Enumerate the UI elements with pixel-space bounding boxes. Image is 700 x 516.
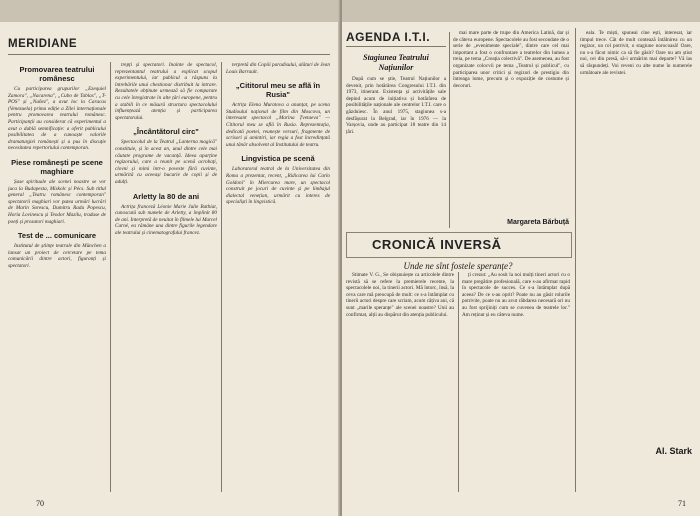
- section-title-meridiane: MERIDIANE: [8, 38, 78, 50]
- column-divider: [221, 62, 222, 492]
- cronica-column-2: [462, 272, 570, 494]
- article-headline: „Cititorul meu se află în Rusia": [235, 81, 321, 100]
- page-number: 70: [36, 499, 44, 508]
- cronica-body: ți crezut: „Au sosit la noi mulți tineri actori cu o mare pregătire profesională, care s-au afirmat rapid în spectacole de succes. Ce s-a întâmplat după aceea? De ce s-au oprit? Poate nu au găsit rolurile potrivite, poate nu au avut răbdarea necesară ori nu au fost sprijiniți cum se cuvenea de teatrele lor." Am reținut și eu câteva nume.: [462, 272, 570, 318]
- article-body: Institutul de științe teatrale din München a lansat un proiect de cercetare pe tema comunicării dintre actori, figuranți și spectatori.: [8, 243, 106, 269]
- agenda-column-2: [453, 30, 569, 216]
- cronica-question: Unde ne sînt fostele speranțe?: [403, 261, 513, 271]
- article-body: Șase spirituale ale scenei noastre se vor juca la Budapesta, Miskolc și Pécs. Sub titlul general „Teatru românesc contemporan" spectatorii maghiari vor putea urmări lucrări de Marin Sorescu, Dumitru Radu Popescu, Horia Lovinescu și Teodor Mazilu, traduse de poeți și prozatori maghiari.: [8, 178, 106, 225]
- cronica-title: CRONICĂ INVERSĂ: [372, 237, 502, 252]
- cronica-body: Stimate V. G., Se obișnuiește ca articolele dintre revistă să se refere la premierele recente, la spectacolele noi, la tinerii actori. Mă întorc, însă, la ceva care mă preocupă de mult: ce s-a întâmplat cu tinerii actori despre care scriam, acum câțiva ani, că sunt „marile speranțe" ale scenei noastre? Unii au confirmat, alții au dispărut din atenția publicului.: [346, 272, 454, 318]
- right-header-bar: [342, 0, 700, 22]
- column-divider: [575, 28, 576, 492]
- article-body: trepți și spectatori. Inainte de spectacol, reprezentantul teatrului a explicat scopul experimentului, iar publicul a răspuns la întrebările unui chestionar distribuit la intrare. Rezultatele obținute urmează să fie comparate cu cele înregistrate în alte țări europene, pentru a stabili în ce măsură structura spectacolului influențează atenția și participarea spectatorului.: [115, 62, 217, 121]
- column-divider: [110, 62, 111, 492]
- column-divider: [458, 272, 459, 492]
- agenda-signature: Margareta Bărbuță: [507, 219, 569, 226]
- page-number: 71: [678, 499, 686, 508]
- agenda-column-1: [346, 50, 446, 230]
- agenda-rule: [346, 46, 446, 47]
- column-divider: [449, 32, 450, 228]
- agenda-body: mai mare parte de trupe din America Latină, dar și de câteva europene. Spectacolele au fost secondate de o serie de „evenimente speciale", dintre care cel mai important a fost o confruntare a teatrelor din lumea a treia, pe tema „Creația colectivă". De asemenea, au fost organizate colocvii pe tema „Teatrul și publicul", cu participarea unor critici și regizori de prestigiu din întreaga lume, precum și o expoziție de costume și decoruri.: [453, 30, 569, 89]
- left-header-bar: [0, 0, 340, 22]
- cronica-column-1: [346, 272, 454, 494]
- article-headline: Test de ... comunicare: [17, 231, 97, 241]
- cronica-body: eala. Te miști, spuneai cine ești, interesat, iar timpul trece. Cât de mult contează întâlnirea cu un regizor, un rol potrivit, o stagiune norocoasă! Oare, nu s-a făcut nimic ca să fie găsit? Oare nu am știut noi, cei din presă, să-i urmărim mai departe? Vă las să răspundeți. Voi reveni cu alte nume în numerele următoare ale revistei.: [580, 30, 692, 76]
- article-headline: Promovarea teatrului românesc: [19, 65, 95, 83]
- article-headline: Arletty la 80 de ani: [132, 191, 200, 201]
- cronica-column-3: [580, 30, 692, 440]
- article-body: Laboratorul teatral de la Universitatea din Roma a prezentat, recent, „Ridicarea lui Carlo Goldoni" în Miercurea mare, un spectacol construit pe jocuri de cuvinte și pe limbajul dialectal venețian, urmărit cu interes de specialiști în lingvistică.: [226, 166, 330, 206]
- left-page: [0, 0, 340, 516]
- article-body: Actrița franceză Léonie Marie Julie Bathiat, cunoscută sub numele de Arletty, a împlinit 80 de ani. Interpretă de neuitat în filmele lui Marcel Carné, ea rămâne una dintre figurile legendare ale teatrului și cinematografului francez.: [115, 203, 217, 236]
- article-body: terpretă din Copiii paradisului, alături de Jean Louis Barrault.: [226, 62, 330, 75]
- agenda-title: AGENDA I.T.I.: [346, 30, 431, 44]
- title-rule: [8, 54, 330, 55]
- agenda-subtitle: Stagiunea Teatrului Națiunilor: [363, 53, 429, 72]
- article-body: Cu participarea grupurilor „Ezequiel Zamora", „Nacarena", „Cubo de Tablas", „T-POS" și „Nuñez", a avut loc la Caracas (Venezuela) prima ediție a Zilei internaționale pentru promovarea teatrului românesc. Participanții au considerat că experimentul a avut o dublă semnificație: a oferit publicului posibilitatea de a cunoaște valorile dramaturgiei românești și a pus în discuție necesitatea repertoriului contemporan.: [8, 86, 106, 152]
- left-column-3: [226, 62, 330, 494]
- article-headline: Piese românești pe scene maghiare: [11, 157, 103, 176]
- article-headline: Lingvistica pe scenă: [241, 154, 315, 164]
- agenda-body: După cum se știe, Teatrul Națiunilor a devenit, prin hotărârea Congresului I.T.I. din 1973, itinerant. Existența și activitățile sale depind acum de inițiativa și hotărârea de posibilitățile naționale ale centrelor I.T.I. care o găzduiesc. În anul 1975, stagiunea s-a desfășurat la Belgrad, iar în 1976 — la Varșovia, unde au participat 18 teatre din 14 țări.: [346, 76, 446, 135]
- article-headline: „Încântătorul circ": [133, 127, 199, 137]
- left-column-2: [115, 62, 217, 494]
- article-body: Actrița Elena Muratova a anunțat, pe scena Studioului național de film din Moscova, un interesant spectacol „Marina Țvetaeva" — Cititorul meu se află în Rusia. Reprezentația, dedicată poetei, reunește versuri, fragmente de scrisori și amintiri, iar regia a fost încredințată unui tânăr absolvent al Institutului de teatru.: [226, 102, 330, 148]
- left-column-1: [8, 62, 106, 494]
- cronica-signature: Al. Stark: [655, 446, 692, 456]
- right-page: [342, 0, 700, 516]
- article-body: Spectacolul de la Teatrul „Lanterna magică" constituie, și în acest an, unul dintre cele mai căutate programe de vacanță. Ideea aparține regizorului, care a reunit pe scenă acrobați, clovni și mimi într-o poveste fără cuvinte, urmărită cu aceeași bucurie de copii și de adulți.: [115, 139, 217, 185]
